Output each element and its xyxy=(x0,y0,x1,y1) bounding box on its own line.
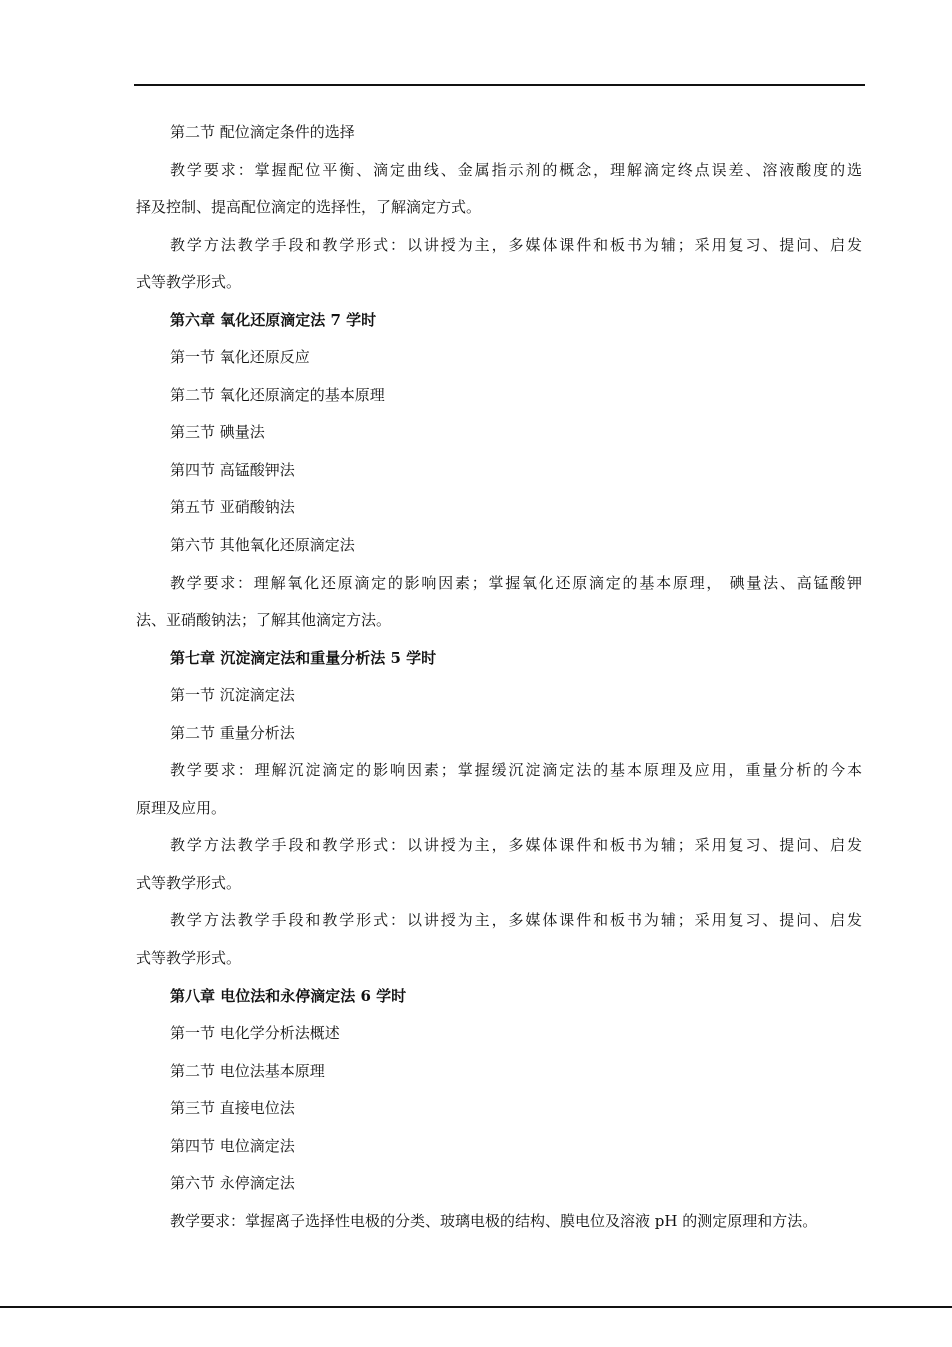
section-heading: 第二节 重量分析法 xyxy=(170,723,295,742)
paragraph-line: 法、亚硝酸钠法；了解其他滴定方法。 xyxy=(136,611,392,630)
section-heading: 第五节 亚硝酸钠法 xyxy=(170,498,295,517)
chapter-heading: 第六章 氧化还原滴定法 7 学时 xyxy=(170,310,377,329)
paragraph-line: 式等教学形式。 xyxy=(136,949,242,968)
section-heading: 第四节 高锰酸钾法 xyxy=(170,460,295,479)
chapter-heading: 第七章 沉淀滴定法和重量分析法 5 学时 xyxy=(170,648,437,667)
paragraph-line: 教学要求：掌握配位平衡、滴定曲线、金属指示剂的概念，理解滴定终点误差、溶液酸度的选 xyxy=(170,160,862,179)
section-heading: 第二节 配位滴定条件的选择 xyxy=(170,123,355,141)
section-heading: 第二节 氧化还原滴定的基本原理 xyxy=(170,385,385,404)
paragraph-line: 择及控制、提高配位滴定的选择性，了解滴定方式。 xyxy=(136,198,482,217)
paragraph-line: 教学要求：理解沉淀滴定的影响因素；掌握缓沉淀滴定法的基本原理及应用，重量分析的今本 xyxy=(170,761,862,780)
document-body xyxy=(136,114,862,1240)
paragraph-line: 教学方法教学手段和教学形式：以讲授为主，多媒体课件和板书为辅；采用复习、提问、启发 xyxy=(170,235,862,254)
section-heading: 第三节 碘量法 xyxy=(170,423,265,442)
paragraph-line: 教学方法教学手段和教学形式：以讲授为主，多媒体课件和板书为辅；采用复习、提问、启发 xyxy=(170,836,862,855)
paragraph-line: 式等教学形式。 xyxy=(136,873,242,892)
section-heading: 第六节 其他氧化还原滴定法 xyxy=(170,536,355,555)
paragraph-line: 教学要求：理解氧化还原滴定的影响因素；掌握氧化还原滴定的基本原理， 碘量法、高锰酸钾 xyxy=(170,573,862,592)
paragraph-line: 教学要求：掌握离子选择性电极的分类、玻璃电极的结构、膜电位及溶液 pH 的测定原理和方法。 xyxy=(170,1211,818,1230)
section-heading: 第一节 沉淀滴定法 xyxy=(170,686,295,705)
section-heading: 第三节 直接电位法 xyxy=(170,1099,295,1118)
paragraph-line: 原理及应用。 xyxy=(136,798,227,817)
section-heading: 第六节 永停滴定法 xyxy=(170,1174,295,1193)
section-heading: 第一节 氧化还原反应 xyxy=(170,348,310,367)
section-heading: 第一节 电化学分析法概述 xyxy=(170,1024,340,1043)
paragraph-line: 式等教学形式。 xyxy=(136,273,242,292)
paragraph-line: 教学方法教学手段和教学形式：以讲授为主，多媒体课件和板书为辅；采用复习、提问、启发 xyxy=(170,911,862,930)
chapter-heading: 第八章 电位法和永停滴定法 6 学时 xyxy=(170,986,407,1005)
section-heading: 第二节 电位法基本原理 xyxy=(170,1061,325,1080)
footer-rule xyxy=(0,1306,952,1308)
section-heading: 第四节 电位滴定法 xyxy=(170,1136,295,1155)
header-rule xyxy=(134,84,865,86)
